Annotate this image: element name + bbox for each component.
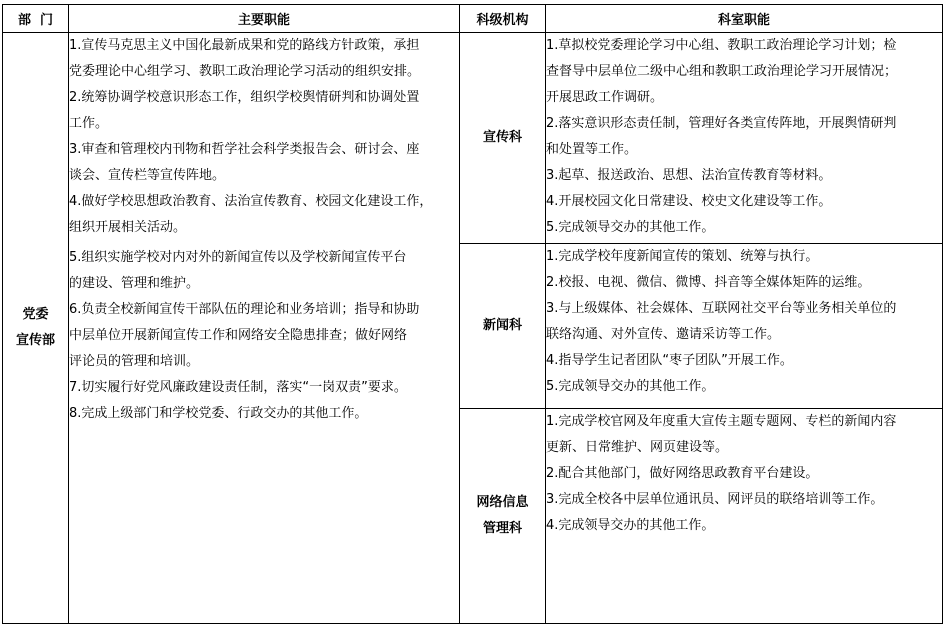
header-row [3, 5, 943, 33]
duty-line: 联络沟通、对外宣传、邀请采访等工作。 [546, 327, 781, 342]
section-name-line: 新闻科 [482, 318, 522, 333]
section-name-network [460, 409, 546, 624]
duty-table [2, 4, 943, 624]
duty-line: 开展思政工作调研。 [546, 90, 664, 105]
dept-cell [3, 33, 69, 624]
header-section: 科级机构 [460, 5, 546, 33]
section-duties-network [546, 409, 943, 624]
duty-line: 2.配合其他部门，做好网络思政教育平台建设。 [546, 466, 819, 481]
duty-line: 4.完成领导交办的其他工作。 [546, 518, 715, 533]
main-line: 组织开展相关活动。 [69, 220, 187, 235]
duty-line: 3.完成全校各中层单位通讯员、网评员的联络培训等工作。 [546, 492, 884, 507]
main-line: 工作。 [69, 116, 109, 131]
duty-line: 2.落实意识形态责任制，管理好各类宣传阵地，开展舆情研判 [546, 116, 897, 131]
main-line: 中层单位开展新闻宣传工作和网络安全隐患排查；做好网络 [69, 328, 408, 343]
main-line: 8.完成上级部门和学校党委、行政交办的其他工作。 [69, 406, 368, 421]
duty-line: 2.校报、电视、微信、微博、抖音等全媒体矩阵的运维。 [546, 275, 871, 290]
duty-line: 查督导中层单位二级中心组和教职工政治理论学习开展情况； [546, 64, 898, 79]
main-line: 4.做好学校思想政治教育、法治宣传教育、校园文化建设工作， [69, 194, 433, 209]
duty-line: 更新、日常维护、网页建设等。 [546, 440, 729, 455]
main-line: 7.切实履行好党风廉政建设责任制，落实“一岗双责”要求。 [69, 380, 407, 395]
section-name-line: 管理科 [482, 521, 522, 536]
main-line: 2.统筹协调学校意识形态工作，组织学校舆情研判和协调处置 [69, 90, 420, 105]
duty-line: 4.开展校园文化日常建设、校史文化建设等工作。 [546, 194, 832, 209]
header-section-duties: 科室职能 [546, 5, 943, 33]
duty-line: 和处置等工作。 [546, 142, 638, 157]
duty-line: 1.完成学校年度新闻宣传的策划、统筹与执行。 [546, 249, 819, 264]
section-row [3, 33, 943, 244]
main-line: 1.宣传马克思主义中国化最新成果和党的路线方针政策，承担 [69, 38, 420, 53]
main-line: 6.负责全校新闻宣传干部队伍的理论和业务培训；指导和协助 [69, 302, 420, 317]
dept-name-line2: 宣传部 [15, 333, 55, 348]
main-functions-cell [69, 33, 460, 624]
main-line: 谈会、宣传栏等宣传阵地。 [69, 168, 226, 183]
section-name-publicity [460, 33, 546, 244]
section-name-line: 宣传科 [482, 130, 522, 145]
section-name-news [460, 244, 546, 409]
duty-line: 3.起草、报送政治、思想、法治宣传教育等材料。 [546, 168, 832, 183]
header-main-functions: 主要职能 [69, 5, 460, 33]
section-duties-publicity [546, 33, 943, 244]
main-line: 评论员的管理和培训。 [69, 354, 200, 369]
duty-line: 5.完成领导交办的其他工作。 [546, 379, 715, 394]
dept-name-line1: 党委 [22, 307, 49, 322]
header-dept: 部 门 [3, 5, 69, 33]
duty-line: 1.完成学校官网及年度重大宣传主题专题网、专栏的新闻内容 [546, 414, 897, 429]
section-name-line: 网络信息 [476, 495, 529, 510]
duty-line: 3.与上级媒体、社会媒体、互联网社交平台等业务相关单位的 [546, 301, 897, 316]
duty-line: 1.草拟校党委理论学习中心组、教职工政治理论学习计划；检 [546, 38, 897, 53]
duty-line: 5.完成领导交办的其他工作。 [546, 220, 715, 235]
main-line: 3.审查和管理校内刊物和哲学社会科学类报告会、研讨会、座 [69, 142, 420, 157]
main-line: 5.组织实施学校对内对外的新闻宣传以及学校新闻宣传平台 [69, 250, 407, 265]
main-line: 的建设、管理和维护。 [69, 276, 200, 291]
section-duties-news [546, 244, 943, 409]
duty-line: 4.指导学生记者团队“枣子团队”开展工作。 [546, 353, 793, 368]
main-line: 党委理论中心组学习、教职工政治理论学习活动的组织安排。 [69, 64, 421, 79]
